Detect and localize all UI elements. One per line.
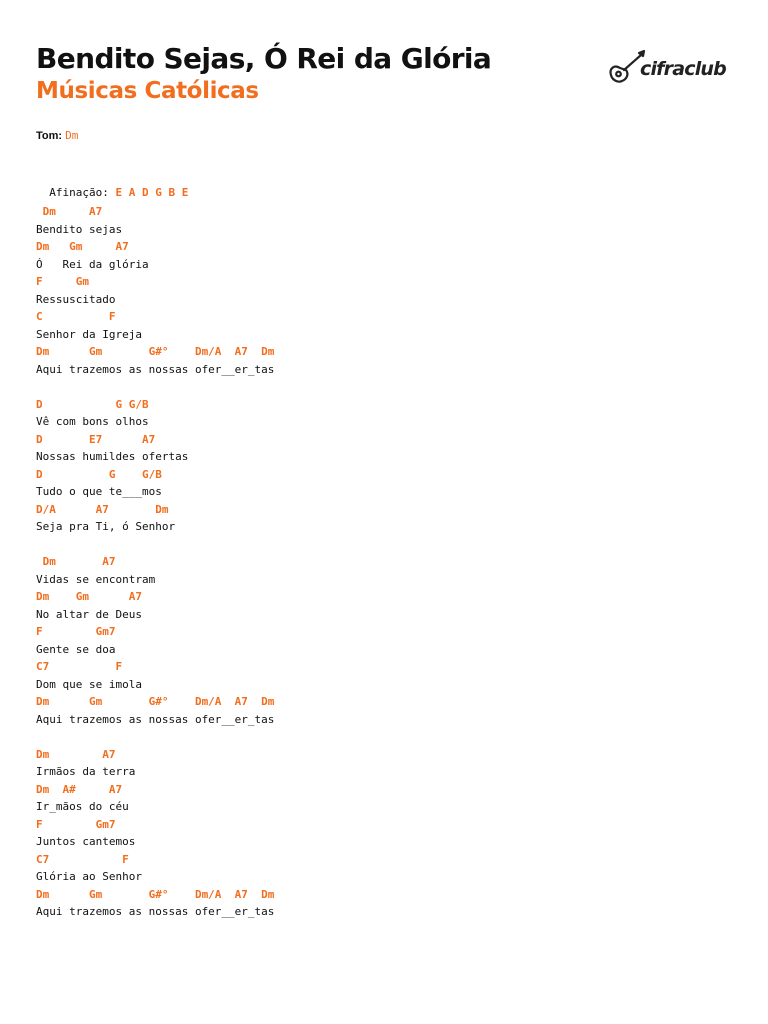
chord-line[interactable]: Dm A7 (36, 205, 103, 218)
lyric-line: Irmãos da terra (36, 765, 136, 778)
lyric-line: Nossas humildes ofertas (36, 450, 189, 463)
lyric-line: Aqui trazemos as nossas ofer__er_tas (36, 362, 275, 376)
chord-line[interactable]: Dm Gm G#° Dm/A A7 Dm (36, 345, 275, 358)
blank-line (36, 728, 274, 746)
chord-line[interactable]: Dm A7 (36, 555, 116, 568)
lyric-line: Glória ao Senhor (36, 870, 142, 883)
chord-line[interactable]: Dm Gm A7 (36, 590, 142, 603)
lyric-line: Tudo o que te___mos (36, 485, 162, 498)
chord-line[interactable]: D G G/B (36, 467, 162, 481)
lyric-line: Ir_mãos do céu (36, 800, 129, 813)
chord-line[interactable]: C7 F (36, 660, 123, 673)
chord-line[interactable]: F Gm (36, 275, 89, 288)
chord-line[interactable]: Dm Gm A7 (36, 240, 129, 253)
lyric-line: No altar de Deus (36, 607, 142, 621)
chord-line[interactable]: D/A A7 Dm (36, 502, 169, 516)
tuning-value: E A D G B E (115, 186, 189, 199)
lyric-line: Vê com bons olhos (36, 415, 149, 428)
lyric-line: Juntos cantemos (36, 835, 136, 848)
lyric-line: Bendito sejas (36, 222, 123, 236)
chord-line[interactable]: Dm Gm G#° Dm/A A7 Dm (36, 887, 275, 901)
chord-line[interactable]: C F (36, 310, 116, 323)
chord-line[interactable]: Dm A7 (36, 747, 116, 761)
key-value[interactable]: Dm (65, 129, 79, 142)
song-title: Bendito Sejas, Ó Rei da Glória (36, 42, 492, 75)
lyric-line: Aqui trazemos as nossas ofer__er_tas (36, 712, 275, 726)
blank-line (36, 536, 274, 554)
lyric-line: Seja pra Ti, ó Senhor (36, 520, 176, 533)
lyric-line: Vidas se encontram (36, 572, 156, 586)
chord-line[interactable]: D E7 A7 (36, 432, 156, 446)
logo-text: cifraclub (640, 58, 726, 80)
lyric-line: Gente se doa (36, 642, 116, 656)
chord-line[interactable]: Dm Gm G#° Dm/A A7 Dm (36, 695, 275, 708)
tuning-info (36, 173, 188, 199)
lyric-line: Aqui trazemos as nossas ofer__er_tas (36, 905, 275, 918)
key-info (36, 129, 78, 142)
key-label: Tom: (36, 130, 63, 142)
chord-line[interactable]: F Gm7 (36, 817, 116, 831)
chord-sheet (36, 203, 274, 921)
blank-line (36, 378, 274, 396)
tuning-label: Afinação: (49, 186, 109, 199)
chord-line[interactable]: F Gm7 (36, 625, 116, 638)
cifraclub-logo[interactable] (606, 46, 726, 92)
chord-line[interactable]: Dm A# A7 (36, 782, 123, 796)
artist-name[interactable]: Músicas Católicas (36, 78, 259, 104)
lyric-line: Dom que se imola (36, 677, 142, 691)
chord-line[interactable]: C7 F (36, 852, 129, 866)
lyric-line: Ressuscitado (36, 292, 116, 306)
lyric-line: Senhor da Igreja (36, 327, 142, 341)
chord-line[interactable]: D G G/B (36, 397, 149, 411)
lyric-line: Ó Rei da glória (36, 257, 149, 271)
